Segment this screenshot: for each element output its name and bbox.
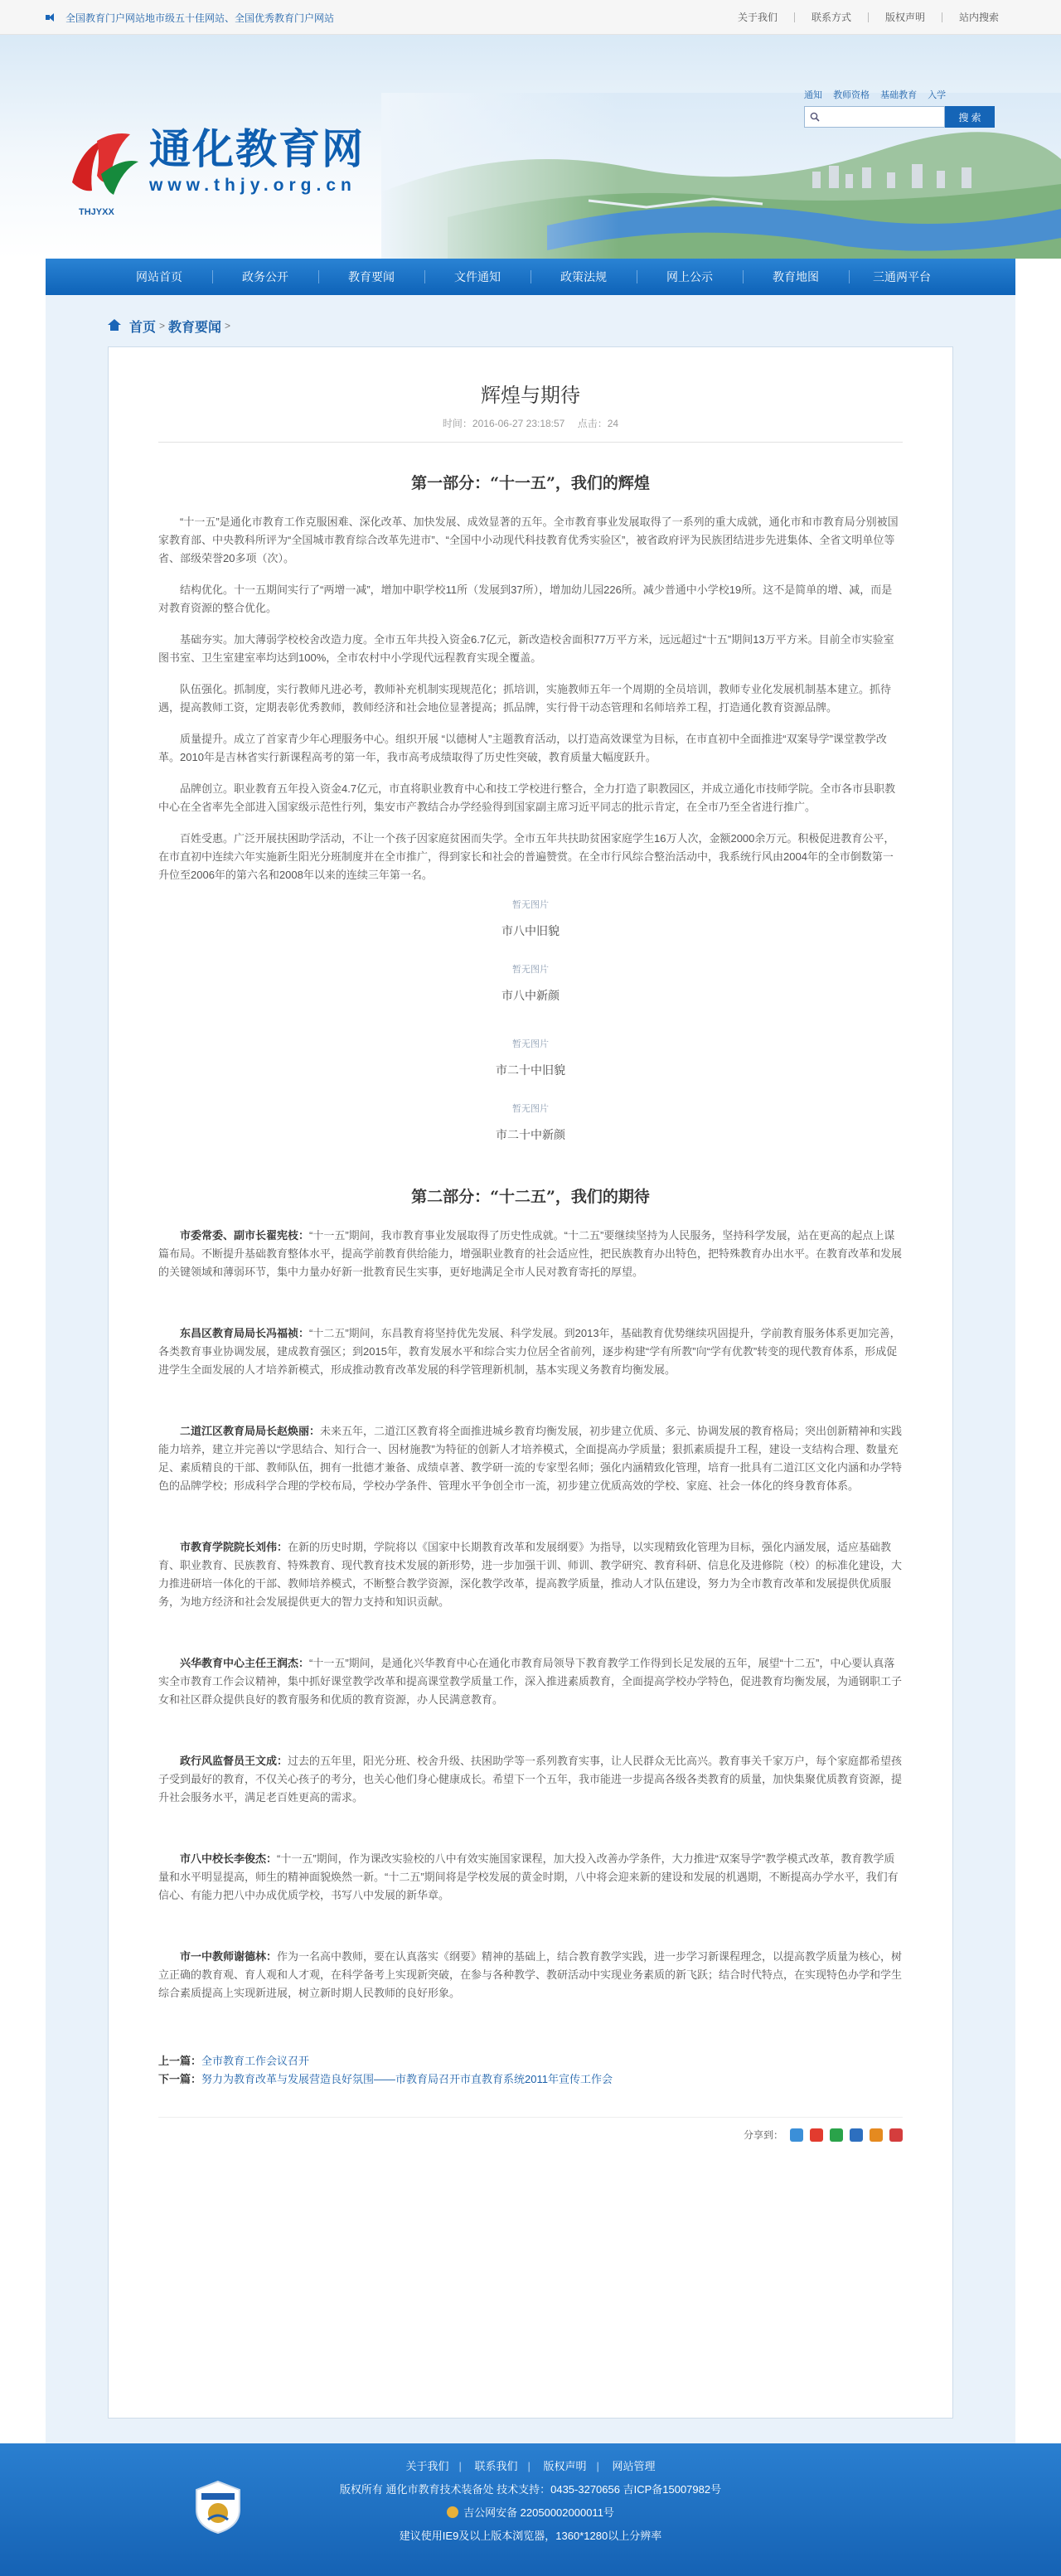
share-label: 分享到： [743, 2129, 783, 2141]
article [108, 346, 953, 2419]
publish-time: 时间：2016-06-27 23:18:57 [442, 418, 565, 429]
article-meta [158, 416, 903, 430]
quote-paragraph: 政行风监督员王文成：过去的五年里，阳光分班、校舍升级、扶困助学等一系列教育实事，让人民群众无比高兴。教育事关千家万户，每个家庭都希望孩子受到最好的教育，不仅关心孩子的考分，也关心他们身心健康成长。希望下一个五年，我市能进一步提高各级各类教育的质量，加快集聚优质教育资源，提升社会服务水平，满足老百姓更高的需求。 [158, 1755, 903, 1804]
footer-police-record: 吉公网安备 22050002000011号 [46, 2501, 1015, 2525]
footer-copyright: 版权所有 通化市教育技术装备处 技术支持：0435-3270656 吉ICP备15007982号 [339, 2483, 722, 2496]
photo-caption: 市二十中旧貌 [496, 1063, 565, 1077]
content-wrap [46, 295, 1015, 2443]
nav-education-map[interactable]: 教育地图 [743, 259, 849, 295]
breadcrumb-home[interactable]: 首页 [129, 320, 157, 335]
speaker-name: 市教育学院院长刘伟： [180, 1541, 288, 1553]
header-banner [0, 35, 1061, 259]
share-plus-icon[interactable] [889, 2128, 903, 2142]
footer-text [46, 2455, 1015, 2548]
paragraph: 基础夯实。加大薄弱学校校舍改造力度。全市五年共投入资金6.7亿元，新改造校舍面积77万平方米，远远超过“十五”期间13万平方米。目前全市实验室图书室、卫生室建室率均达到100%，全市农村中小学现代远程教育实现全覆盖。 [158, 633, 894, 664]
top-links [721, 12, 1015, 22]
paragraph: 品牌创立。职业教育五年投入资金4.7亿元，市直将职业教育中心和技工学校进行整合，全力打造了职教园区，并成立通化市技师学院。全市各市县职教中心在全省率先全部进入国家级示范性行列，集安市产教结合办学经验得到国家副主席习近平同志的批示肯定，在全市乃至全省进行推广。 [158, 782, 896, 813]
site-name: 通化教育网 [149, 125, 365, 173]
nav-government-affairs[interactable]: 政务公开 [212, 259, 318, 295]
quote-paragraph: 市委常委、副市长翟宪枝：“十一五”期间，我市教育事业发展取得了历史性成就。“十二五”要继续坚持为人民服务，坚持科学发展，站在更高的起点上谋篇布局。不断提升基础教育整体水平，提高学前教育供给能力，增强职业教育的社会适应性，把民族教育办出特色，把特殊教育办出水平。在教育改革和发展的关键领域和薄弱环节，集中力量办好新一批教育民生实事，更好地满足全市人民对教育寄托的厚望。 [158, 1229, 903, 1278]
speaker-name: 市八中校长李俊杰： [180, 1852, 278, 1865]
paragraph: 百姓受惠。广泛开展扶困助学活动，不让一个孩子因家庭贫困而失学。全市五年共扶助贫困家庭学生16万人次，金额2000余万元。积极促进教育公平，在市直初中连续六年实施新生阳光分班制度并在全市推广，得到家长和社会的普遍赞赏。在全市行风综合整治活动中，我系统行风由2004年的全市倒数第一升位至2006年的第六名和2008年以来的连续三年第一名。 [158, 832, 895, 881]
main-nav [46, 259, 1015, 295]
no-image-text: 暂无图片 [512, 965, 549, 975]
speaker-name: 兴华教育中心主任王润杰： [180, 1657, 310, 1669]
search-field[interactable] [804, 106, 945, 128]
breadcrumb-current[interactable]: 教育要闻 [168, 320, 222, 335]
share-more-icon[interactable] [870, 2128, 883, 2142]
divider [158, 442, 903, 443]
nav-notices[interactable]: 文件通知 [424, 259, 530, 295]
slogan [46, 11, 334, 25]
top-bar [0, 0, 1061, 35]
contact-link[interactable]: 联系方式 [794, 12, 868, 22]
nav-policies[interactable]: 政策法规 [530, 259, 637, 295]
home-icon [108, 319, 121, 331]
speaker-name: 市委常委、副市长翟宪枝： [180, 1229, 310, 1242]
speaker-icon [46, 13, 56, 22]
photo-caption: 市八中旧貌 [501, 924, 560, 937]
footer-admin-link[interactable]: 网站管理 [612, 2460, 656, 2472]
quick-search [804, 88, 995, 128]
quote-paragraph: 市一中教师谢德林：作为一名高中教师，要在认真落实《纲要》精神的基础上，结合教育教学实践，进一步学习新课程理念，以提高教学质量为核心，树立正确的教育观、育人观和人才观，在科学备考上实现新突破，在参与各种教学、教研活动中实现业务素质的新飞跃；结合时代特点，在实现特色办学和学生综合素质提高上实现新进展，树立新时期人民教师的良好形象。 [158, 1950, 903, 1999]
no-image-text: 暂无图片 [512, 1104, 549, 1114]
nav-home[interactable]: 网站首页 [136, 270, 182, 283]
quick-link[interactable]: 入学 [928, 90, 947, 100]
article-title: 辉煌与期待 [481, 385, 580, 407]
footer [0, 2443, 1061, 2576]
photo-placeholder [158, 1037, 903, 1078]
no-image-text: 暂无图片 [512, 1039, 549, 1049]
quote-paragraph: 市八中校长李俊杰：“十一五”期间，作为课改实验校的八中有效实施国家课程，加大投入改善办学条件，大力推进“双案导学”教学模式改革，教育教学质量和水平明显提高，师生的精神面貌焕然一新。“十二五”期间将是学校发展的黄金时期，八中将会迎来新的建设和发展的机遇期，不断提高办学水平，我们有信心、有能力把八中办成优质学校，书写八中发展的新华章。 [158, 1852, 899, 1901]
breadcrumb: 首页 > 教育要闻 > [108, 315, 953, 337]
section-heading: 第二部分：“十二五”，我们的期待 [411, 1188, 650, 1206]
share-qzone-icon[interactable] [790, 2128, 803, 2142]
photo-placeholder [158, 898, 903, 939]
view-count: 点击：24 [577, 418, 619, 429]
footer-copyright-link[interactable]: 版权声明 [543, 2460, 587, 2472]
next-article: 下一篇：努力为教育改革与发展营造良好氛围——市教育局召开市直教育系统2011年宣传工作会 [158, 2073, 613, 2085]
footer-about-link[interactable]: 关于我们 [405, 2460, 449, 2472]
quick-link[interactable]: 教师资格 [833, 90, 870, 100]
site-logo[interactable] [64, 124, 365, 224]
share-renren-icon[interactable] [850, 2128, 863, 2142]
section-heading: 第一部分：“十一五”，我们的辉煌 [411, 474, 650, 492]
search-input[interactable] [825, 108, 933, 126]
speaker-name: 市一中教师谢德林： [180, 1950, 278, 1963]
paragraph: 质量提升。成立了首家青少年心理服务中心。组织开展 “以德树人”主题教育活动，以打造高效课堂为目标，在市直初中全面推进“双案导学”课堂教学改革。2010年是吉林省实行新课程高考的第一年，我市高考成绩取得了历史性突破，教育质量大幅度跃升。 [158, 733, 887, 763]
no-image-text: 暂无图片 [512, 900, 549, 910]
quote-paragraph: 市教育学院院长刘伟：在新的历史时期，学院将以《国家中长期教育改革和发展纲要》为指导，以实现精致化管理为目标，强化内涵发展，适应基础教育、职业教育、民族教育、特殊教育、现代教育技术发展的新形势，进一步加强干训、师训、教学研究、教育科研、信息化及进修院（校）的标准化建设，大力推进研培一体化的干部、教师培养模式，不断整合教学资源，深化教学改革，提高教学质量，推动人才队伍建设，努力为全市教育改革和发展提供优质服务，为地方经济和社会发展提供更大的智力支持和知识贡献。 [158, 1541, 903, 1608]
footer-browser-note: 建议使用IE9及以上版本浏览器，1360*1280以上分辨率 [399, 2530, 662, 2542]
prev-article-link[interactable]: 全市教育工作会议召开 [201, 2055, 310, 2067]
quick-link[interactable]: 基础教育 [880, 90, 918, 100]
police-badge-icon [447, 2506, 458, 2518]
photo-caption: 市八中新颜 [501, 989, 560, 1002]
photo-placeholder [158, 1102, 903, 1143]
quote-paragraph: 二道江区教育局局长赵焕丽：未来五年，二道江区教育将全面推进城乡教育均衡发展，初步建立优质、多元、协调发展的教育格局；突出创新精神和实践能力培养，建立并完善以“学思结合、知行合一、因材施教”为特征的创新人才培养模式，全面提高办学质量；狠抓素质提升工程，建设一支结构合理、数量充足、素质精良的干部、教师队伍，拥有一批德才兼备、成绩卓著、教学研一流的专家型名师；强化内涵精致化管理，培育一批具有二道江区文化内涵和办学特色的品牌学校；形成科学合理的学校布局，学校办学条件、管理水平争创全市一流，初步建立优质高效的学校、家庭、社会一体化的终身教育体系。 [158, 1425, 903, 1492]
quick-links [804, 88, 995, 101]
next-article-link[interactable]: 努力为教育改革与发展营造良好氛围——市教育局召开市直教育系统2011年宣传工作会 [201, 2073, 613, 2085]
copyright-link[interactable]: 版权声明 [868, 12, 942, 22]
footer-links: 关于我们 | 联系我们 | 版权声明 | 网站管理 [46, 2455, 1015, 2478]
photo-placeholder [158, 962, 903, 1004]
footer-contact-link[interactable]: 联系我们 [474, 2460, 518, 2472]
speaker-name: 二道江区教育局局长赵焕丽： [180, 1425, 321, 1437]
paragraph: 结构优化。十一五期间实行了“两增一减”，增加中职学校11所（发展到37所），增加幼儿园226所。减少普通中小学校19所。这不是简单的增、减，而是对教育资源的整合优化。 [158, 583, 893, 614]
logo-emblem [64, 124, 143, 224]
share-wechat-icon[interactable] [830, 2128, 843, 2142]
prev-article: 上一篇：全市教育工作会议召开 [158, 2055, 310, 2067]
quote-paragraph: 兴华教育中心主任王润杰：“十一五”期间，是通化兴华教育中心在通化市教育局领导下教育教学工作得到长足发展的五年，展望“十二五”，中心要认真落实全市教育工作会议精神，集中抓好课堂教学改革和提高课堂教学质量工作，深入推进素质教育，全面提高学校办学特色，促进教育均衡发展，为通钢职工子女和社区群众提供良好的教育服务和优质的教育资源，办人民满意教育。 [158, 1657, 903, 1706]
quote-paragraph: 东昌区教育局局长冯福祯：“十二五”期间，东昌教育将坚持优先发展、科学发展。到2013年，基础教育优势继续巩固提升，学前教育服务体系更加完善，各类教育事业协调发展，建成教育强区；到2015年，教育发展水平和综合实力位居全省前列，逐步构建“学有所教”向“学有优教”转变的现代教育体系，形成促进学生全面发展的人才培养新模式，形成推动教育改革发展的科学管理新机制，基本实现义务教育均衡发展。 [158, 1327, 901, 1376]
photo-caption: 市二十中新颜 [496, 1128, 565, 1141]
quick-link[interactable]: 通知 [804, 90, 822, 100]
nav-education-news[interactable]: 教育要闻 [318, 259, 424, 295]
speaker-name: 东昌区教育局局长冯福祯： [180, 1327, 310, 1339]
nav-platforms[interactable]: 三通两平台 [849, 259, 955, 295]
about-link[interactable]: 关于我们 [737, 12, 778, 23]
logo-abbr: THJYXX [79, 207, 114, 217]
share-weibo-icon[interactable] [810, 2128, 823, 2142]
share-bar [158, 2117, 903, 2142]
site-url: www.thjy.org.cn [149, 176, 356, 195]
search-button[interactable]: 搜 索 [945, 106, 995, 128]
nav-public-notice[interactable]: 网上公示 [637, 259, 743, 295]
search-icon [810, 112, 820, 122]
paragraph: “十一五”是通化市教育工作克服困难、深化改革、加快发展、成效显著的五年。全市教育事业发展取得了一系列的重大成就，通化市和市教育局分别被国家教育部、中央教科所评为“全国城市教育综合改革先进市”、“全国中小动现代科技教育优秀实验区”，被省政府评为民族团结进步先进集体、全省文明单位等省、部级荣誉20多项（次）。 [158, 516, 899, 564]
article-pager [158, 2052, 903, 2089]
speaker-name: 政行风监督员王文成： [180, 1755, 288, 1767]
paragraph: 队伍强化。抓制度，实行教师凡进必考，教师补充机制实现规范化；抓培训，实施教师五年一个周期的全员培训，教师专业化发展机制基本建立。抓待遇，提高教师工资，定期表彰优秀教师，教师经济和社会地位显著提高；抓品牌，实行骨干动态管理和名师培养工程，打造通化教育资源品牌。 [158, 683, 892, 714]
site-search-link[interactable]: 站内搜索 [942, 12, 1015, 22]
slogan-text: 全国教育门户网站地市级五十佳网站、全国优秀教育门户网站 [65, 12, 335, 24]
